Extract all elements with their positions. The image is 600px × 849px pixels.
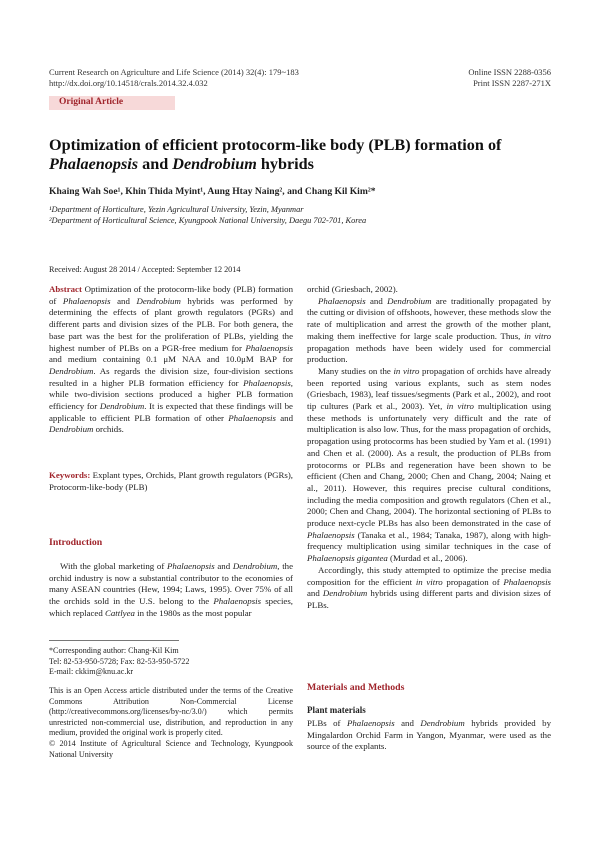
introduction-text: With the global marketing of Phalaenopsis and Dendrobium, the orchid industry is now a substantial contributor to the economies of many ASEAN countries (Hew, 1994; Laws, 1995). Over 75% of all the orchids sold in the U.S. belong to the Phalaenopsis species, which replaced Cattlyea in the 1980s as the most popular [49, 561, 293, 618]
intro-paragraph-3: Many studies on the in vitro propagation of orchids have already been reported using various explants, such as stem nodes (Griesbach, 1983), leaf tissues/segments (Park et al., 2002), and root tip cultures (Park et al., 2003). Yet, in vitro multiplication using these methods is unfortunately very difficult and the rate of multiplication is also low. Thus, for the mass propagation of orchids, propagation using protocorms has been studied by Yam et al. (1991) and Chen et al. (2000). As a result, the production of PLBs from protocorms or PLBs and regeneration have been shown to be efficient (Chen and Chang, 2000; Chen and Chang, 2004; Naing et al., 2011). However, this requires precise cultural conditions, including the media composition and growth regulators (Chen et al., 2000; Chen and Chang, 2004). The horizontal sectioning of PLBs to produce next-cycle PLBs has also been demonstrated in the case of Phalaenopsis (Tanaka et al., 1984; Tanaka, 1987), along with high-frequency multiplication using similar techniques in the case of Phalaenopsis gigantea (Murdad et al., 2006). [307, 365, 551, 564]
plant-materials-heading: Plant materials [307, 705, 366, 715]
intro-paragraph-2: Phalaenopsis and Dendrobium are traditionally propagated by the cutting or division of offshoots, however, these methods slow the rate of multiplication and arrest the growth of the mother plant, making them ineffective for large scale production. Thus, in vitro propagation methods have been widely used for commercial production. [307, 295, 551, 365]
affiliation-2: ²Department of Horticultural Science, Kyungpook National University, Daegu 702-701, Korea [49, 216, 367, 225]
contact-email[interactable]: E-mail: ckkim@knu.ac.kr [49, 667, 134, 677]
methods-heading: Materials and Methods [307, 682, 405, 693]
corresponding-author: *Corresponding author: Chang-Kil Kim [49, 646, 179, 655]
author-list: Khaing Wah Soe¹, Khin Thida Myint¹, Aung Htay Naing², and Chang Kil Kim²* [49, 186, 376, 197]
intro-continuation: orchid (Griesbach, 2002). [307, 284, 398, 294]
license-notice [49, 686, 293, 760]
keywords-label: Keywords: [49, 470, 91, 480]
contact-phone: Tel: 82-53-950-5728; Fax: 82-53-950-5722 [49, 656, 190, 666]
issn-online: Online ISSN 2288-0356 [468, 67, 551, 77]
abstract [49, 284, 293, 436]
journal-citation: Current Research on Agriculture and Life Science (2014) 32(4): 179~183 [49, 67, 299, 77]
plant-materials-text: PLBs of Phalaenopsis and Dendrobium hybrids provided by Mingalardon Orchid Farm in Yangon, Myanmar, were used as the source of the explants. [307, 718, 551, 752]
footnote-divider [49, 640, 179, 641]
intro-paragraph-4: Accordingly, this study attempted to optimize the precise media composition for the efficient in vitro propagation of Phalaenopsis and Dendrobium hybrids using different parts and division sizes of PLBs. [307, 564, 552, 610]
doi-link[interactable]: http://dx.doi.org/10.14518/crals.2014.32.4.032 [49, 78, 208, 88]
copyright-text: © 2014 Institute of Agricultural Science and Technology, Kyungpook National University [49, 738, 293, 759]
article-type-badge [49, 96, 175, 110]
received-accepted-dates: Received: August 28 2014 / Accepted: September 12 2014 [49, 265, 241, 274]
license-text: This is an Open Access article distributed under the terms of the Creative Commons Attribution Non-Commercial License (http://creativecommons.org/licenses/by-nc/3.0/) which permits unrestricted non-commercial use, distribution, and reproduction in any medium, provided the original work is properly cited. [49, 686, 293, 738]
abstract-text: Optimization of the protocorm-like body (PLB) formation of Phalaenopsis and Dendrobium hybrids was performed by determining the effects of plant growth regulators (PGRs) and different parts and division sizes of the PLB. For both genera, the base part was the best for the proliferation of PLBs, yielding the highest number of PLBs on a PGR-free medium for Phalaenopsis and medium containing 0.1 μM NAA and 10.0μM BAP for Dendrobium. As regards the division size, four-division sections resulted in a higher PLB formation efficiency for Phalaenopsis, while two-division sections produced a higher PLB formation efficiency for Dendrobium. It is expected that these findings will be applicable to efficient PLB formation of other Phalaenopsis and Dendrobium orchids. [49, 284, 294, 435]
keywords [49, 470, 293, 493]
right-column [307, 284, 551, 612]
article-type-label: Original Article [59, 97, 124, 107]
correspondence [49, 646, 293, 678]
keywords-text: Explant types, Orchids, Plant growth regulators (PGRs), Protocorm-like-body (PLB) [49, 470, 293, 492]
issn-print: Print ISSN 2287-271X [473, 78, 551, 88]
introduction-heading: Introduction [49, 537, 103, 548]
title-line-2: Phalaenopsis and Dendrobium hybrids [49, 155, 314, 173]
title-line-1: Optimization of efficient protocorm-like body (PLB) formation of [49, 136, 502, 154]
abstract-label: Abstract [49, 284, 82, 294]
affiliation-1: ¹Department of Horticulture, Yezin Agricultural University, Yezin, Myanmar [49, 205, 304, 214]
article-title [49, 136, 559, 174]
